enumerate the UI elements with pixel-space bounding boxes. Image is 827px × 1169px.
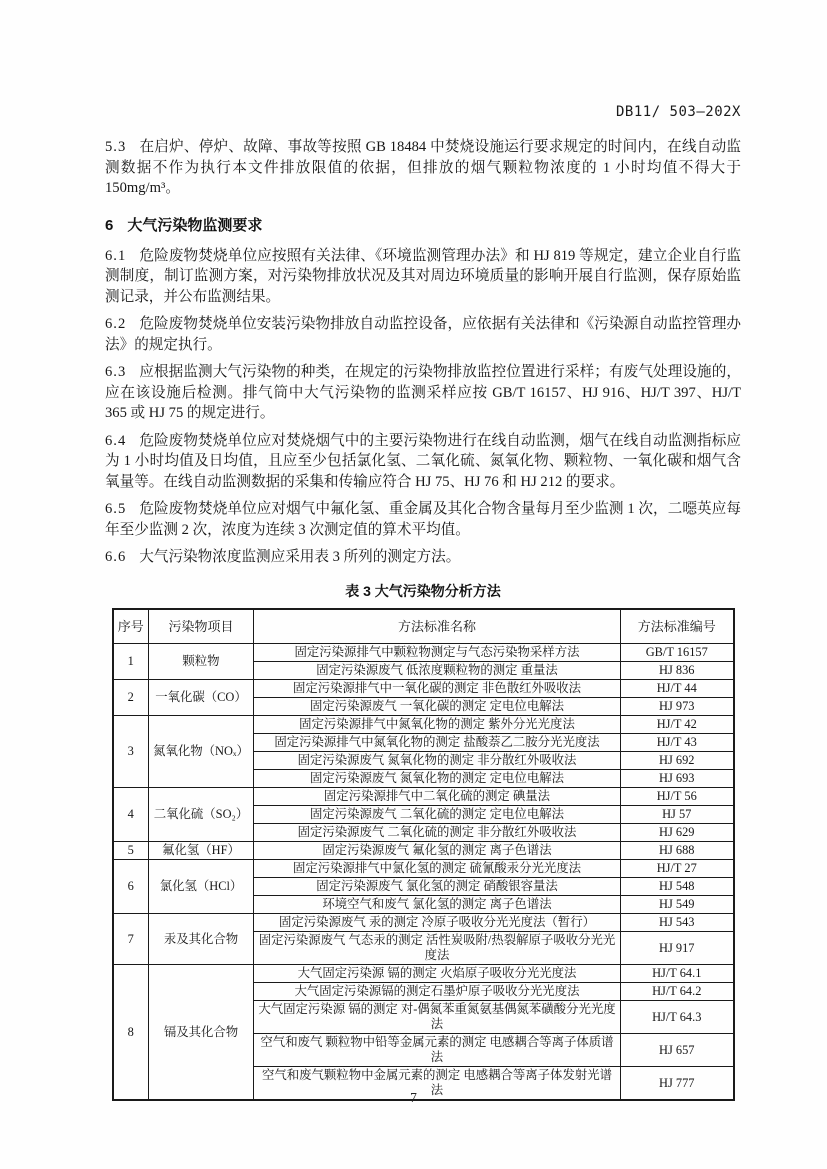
method-code-cell: HJ 973 <box>621 698 734 716</box>
method-code-cell: HJ 917 <box>621 932 734 965</box>
table-body <box>113 644 734 1101</box>
method-code-cell: HJ 549 <box>621 896 734 914</box>
method-code-cell: HJ/T 56 <box>621 788 734 806</box>
pollutant-cell: 二氧化硫（SO₂） <box>149 788 254 842</box>
row-index-cell: 8 <box>113 965 149 1101</box>
method-name-cell: 空气和废气颗粒物中金属元素的测定 电感耦合等离子体发射光谱法 <box>254 1067 621 1101</box>
method-code-cell: HJ/T 64.3 <box>621 1001 734 1034</box>
para-text: 危险废物焚烧单位应按照有关法律、《环境监测管理办法》和 HJ 819 等规定，建立企业自行监测制度，制订监测方案，对污染物排放状况及其对周边环境质量的影响开展自行监测，保存原始监测记录，并公布监测结果。 <box>105 247 741 305</box>
method-name-cell: 固定污染源废气 氮氧化物的测定 定电位电解法 <box>254 770 621 788</box>
method-name-cell: 固定污染源废气 氯化氢的测定 硝酸银容量法 <box>254 878 621 896</box>
row-index-cell: 3 <box>113 716 149 788</box>
para-6-2 <box>105 314 741 355</box>
para-text: 在启炉、停炉、故障、事故等按照 GB 18484 中焚烧设施运行要求规定的时间内，在线自动监测数据不作为执行本文件排放限值的依据，但排放的烟气颗粒物浓度的 1 小时均值不得大于 150mg/m³。 <box>105 139 741 196</box>
col-header-index: 序号 <box>113 609 149 644</box>
method-code-cell: HJ 548 <box>621 878 734 896</box>
method-code-cell: HJ/T 42 <box>621 716 734 734</box>
method-code-cell: HJ 688 <box>621 842 734 860</box>
para-text: 危险废物焚烧单位安装污染物排放自动监控设备，应依据有关法律和《污染源自动监控管理办法》的规定执行。 <box>105 316 741 353</box>
row-index-cell: 7 <box>113 914 149 965</box>
section-number: 6.1 <box>105 247 127 264</box>
method-name-cell: 固定污染源排气中二氧化硫的测定 碘量法 <box>254 788 621 806</box>
section-number: 6 <box>105 216 114 234</box>
section-number: 6.6 <box>105 549 127 565</box>
method-code-cell: HJ/T 43 <box>621 734 734 752</box>
method-code-cell: GB/T 16157 <box>621 644 734 662</box>
document-content <box>105 130 741 1101</box>
doc-code: DB11/ 503—202X <box>615 104 741 120</box>
section-number: 6.2 <box>105 316 127 332</box>
section-number: 6.5 <box>105 501 127 517</box>
method-code-cell: HJ/T 64.1 <box>621 965 734 983</box>
method-name-cell: 固定污染源废气 氟化氢的测定 离子色谱法 <box>254 842 621 860</box>
para-6-6 <box>105 547 741 568</box>
para-5-3 <box>105 137 741 199</box>
method-code-cell: HJ 657 <box>621 1034 734 1067</box>
method-code-cell: HJ 777 <box>621 1067 734 1101</box>
method-name-cell: 大气固定污染源 镉的测定 对-偶氮苯重氮氨基偶氮苯磺酸分光光度法 <box>254 1001 621 1034</box>
method-name-cell: 固定污染源排气中氮氧化物的测定 盐酸萘乙二胺分光光度法 <box>254 734 621 752</box>
table-row <box>113 680 734 698</box>
section-number: 6.4 <box>105 432 127 449</box>
method-name-cell: 固定污染源废气 低浓度颗粒物的测定 重量法 <box>254 662 621 680</box>
method-code-cell: HJ/T 64.2 <box>621 983 734 1001</box>
method-code-cell: HJ/T 27 <box>621 860 734 878</box>
method-name-cell: 空气和废气 颗粒物中铅等金属元素的测定 电感耦合等离子体质谱法 <box>254 1034 621 1067</box>
method-name-cell: 大气固定污染源 镉的测定 火焰原子吸收分光光度法 <box>254 965 621 983</box>
para-6-5 <box>105 499 741 540</box>
table-row <box>113 965 734 983</box>
table-header-row <box>113 609 734 644</box>
para-6-1 <box>105 246 741 308</box>
table-title: 表 3 大气污染物分析方法 <box>345 582 501 599</box>
pollutant-cell: 镉及其化合物 <box>149 965 254 1101</box>
method-code-cell: HJ 543 <box>621 914 734 932</box>
table-row <box>113 914 734 932</box>
table-row <box>113 788 734 806</box>
para-text: 危险废物焚烧单位应对焚烧烟气中的主要污染物进行在线自动监测，烟气在线自动监测指标应为 1 小时均值及日均值，且应至少包括氯化氢、二氧化硫、氮氧化物、颗粒物、一氧化碳和烟气含氧量等。在线自动监测数据的采集和传输应符合 HJ 75、HJ 76 和 HJ 212 的要求。 <box>105 432 741 490</box>
method-name-cell: 固定污染源排气中氯化氢的测定 硫氰酸汞分光光度法 <box>254 860 621 878</box>
pollutant-cell: 氮氧化物（NOₓ） <box>149 716 254 788</box>
method-code-cell: HJ 57 <box>621 806 734 824</box>
method-name-cell: 固定污染源废气 汞的测定 冷原子吸收分光光度法（暂行） <box>254 914 621 932</box>
pollutant-cell: 颗粒物 <box>149 644 254 680</box>
heading-text: 大气污染物监测要求 <box>127 216 263 234</box>
page-number: 7 <box>410 1090 417 1105</box>
row-index-cell: 5 <box>113 842 149 860</box>
para-6-4 <box>105 431 741 493</box>
pollutant-methods-table <box>112 608 735 1102</box>
row-index-cell: 1 <box>113 644 149 680</box>
para-text: 危险废物焚烧单位应对烟气中氟化氢、重金属及其化合物含量每月至少监测 1 次，二噁英应每年至少监测 2 次，浓度为连续 3 次测定值的算术平均值。 <box>105 501 741 538</box>
pollutant-cell: 一氧化碳（CO） <box>149 680 254 716</box>
row-index-cell: 6 <box>113 860 149 914</box>
pollutant-cell: 汞及其化合物 <box>149 914 254 965</box>
pollutant-cell: 氟化氢（HF） <box>149 842 254 860</box>
section-number: 5.3 <box>105 139 127 155</box>
table-row <box>113 860 734 878</box>
para-6-3 <box>105 362 741 424</box>
row-index-cell: 4 <box>113 788 149 842</box>
method-name-cell: 固定污染源废气 一氧化碳的测定 定电位电解法 <box>254 698 621 716</box>
method-code-cell: HJ 836 <box>621 662 734 680</box>
method-name-cell: 固定污染源废气 二氧化硫的测定 非分散红外吸收法 <box>254 824 621 842</box>
method-name-cell: 固定污染源废气 气态汞的测定 活性炭吸附/热裂解原子吸收分光光度法 <box>254 932 621 965</box>
method-name-cell: 固定污染源排气中氮氧化物的测定 紫外分光光度法 <box>254 716 621 734</box>
row-index-cell: 2 <box>113 680 149 716</box>
para-text: 应根据监测大气污染物的种类，在规定的污染物排放监控位置进行采样；有废气处理设施的，应在该设施后检测。排气筒中大气污染物的监测采样应按 GB/T 16157、HJ 916、HJ/T 397、HJ/T 365 或 HJ 75 的规定进行。 <box>105 364 741 421</box>
method-code-cell: HJ 629 <box>621 824 734 842</box>
col-header-pollutant: 污染物项目 <box>149 609 254 644</box>
method-code-cell: HJ 692 <box>621 752 734 770</box>
method-name-cell: 固定污染源废气 氮氧化物的测定 非分散红外吸收法 <box>254 752 621 770</box>
method-name-cell: 大气固定污染源镉的测定石墨炉原子吸收分光光度法 <box>254 983 621 1001</box>
table-row <box>113 644 734 662</box>
section-number: 6.3 <box>105 364 127 380</box>
pollutant-cell: 氯化氢（HCl） <box>149 860 254 914</box>
method-name-cell: 固定污染源排气中一氧化碳的测定 非色散红外吸收法 <box>254 680 621 698</box>
table-row <box>113 716 734 734</box>
col-header-method-code: 方法标准编号 <box>621 609 734 644</box>
method-name-cell: 固定污染源排气中颗粒物测定与气态污染物采样方法 <box>254 644 621 662</box>
method-code-cell: HJ/T 44 <box>621 680 734 698</box>
method-name-cell: 环境空气和废气 氯化氢的测定 离子色谱法 <box>254 896 621 914</box>
col-header-method-name: 方法标准名称 <box>254 609 621 644</box>
method-name-cell: 固定污染源废气 二氧化硫的测定 定电位电解法 <box>254 806 621 824</box>
section-6-heading <box>105 214 741 235</box>
para-text: 大气污染物浓度监测应采用表 3 所列的测定方法。 <box>139 549 461 565</box>
table-row <box>113 842 734 860</box>
method-code-cell: HJ 693 <box>621 770 734 788</box>
